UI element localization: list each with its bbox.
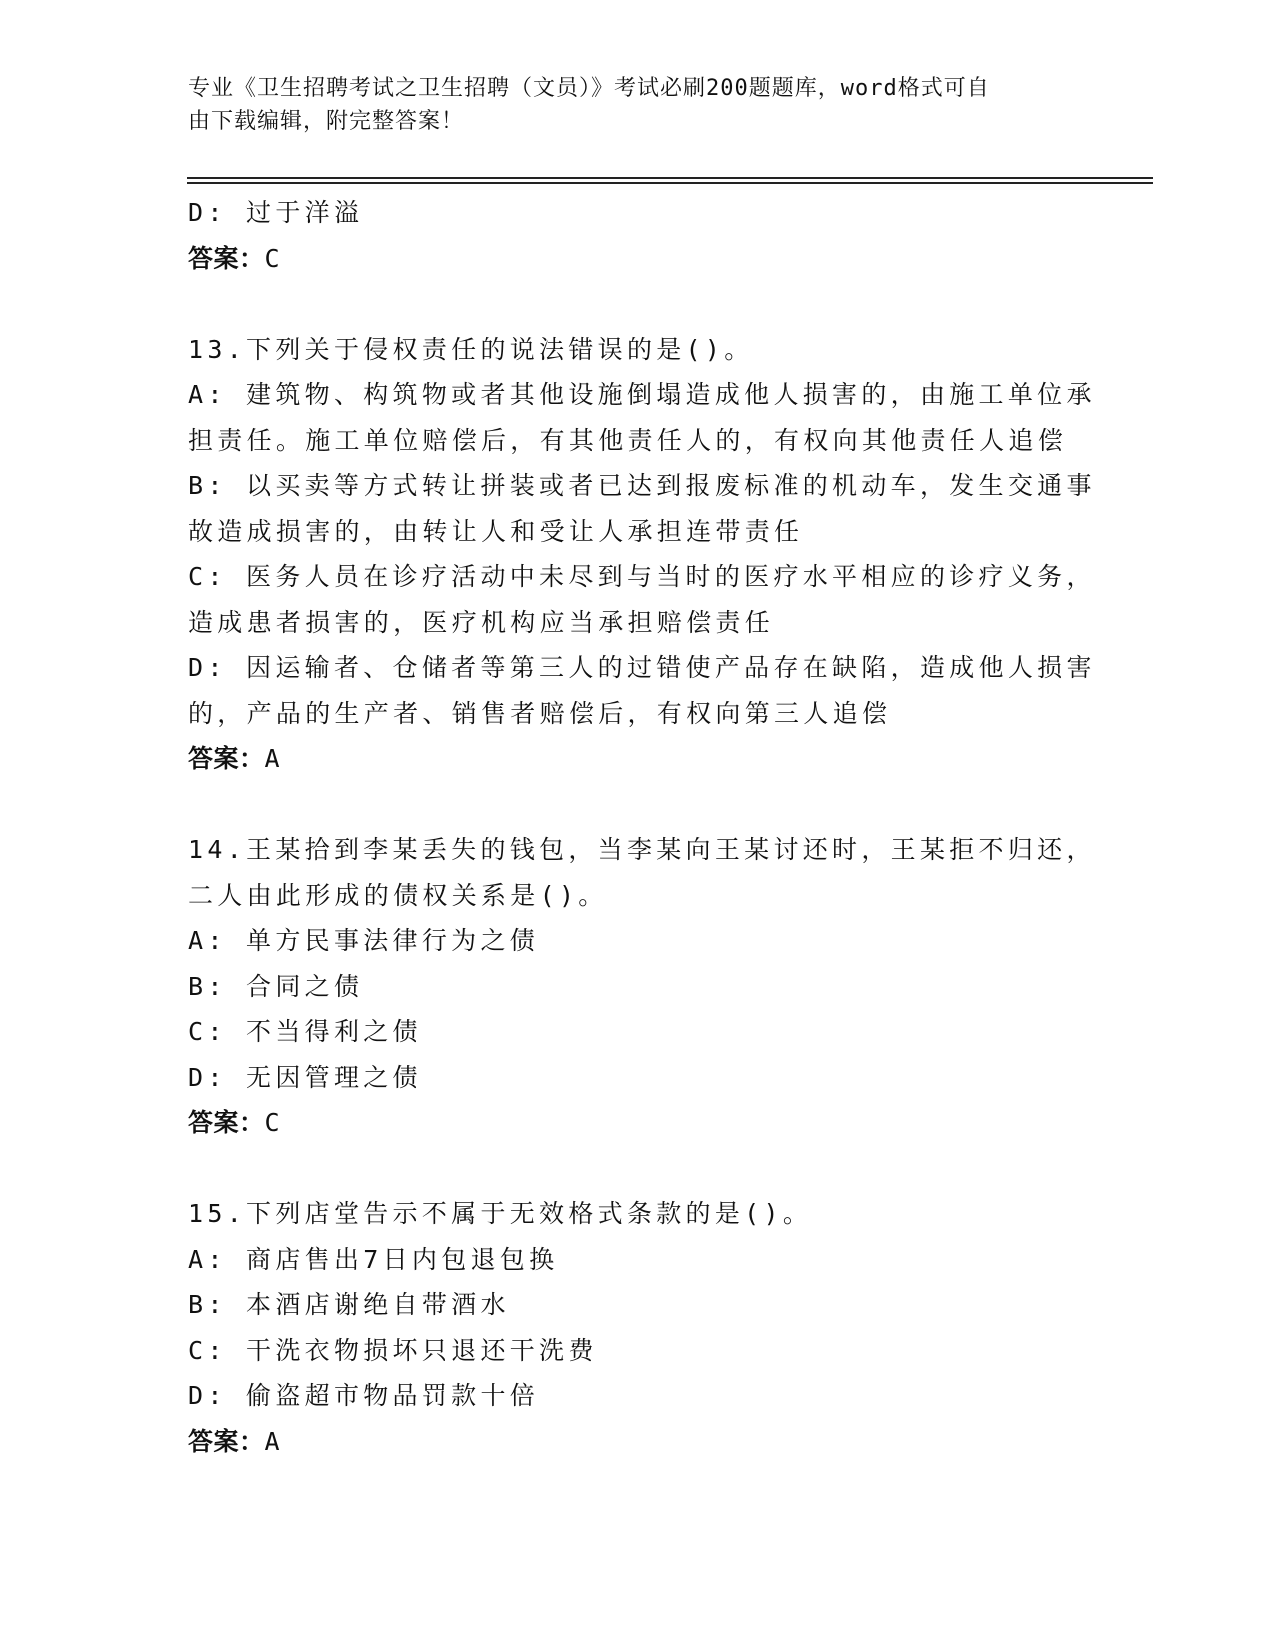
answer-line xyxy=(188,1100,1088,1146)
answer-line xyxy=(188,236,1088,282)
answer-value: C xyxy=(264,1108,281,1137)
option-a: A: 建筑物、构筑物或者其他设施倒塌造成他人损害的，由施工单位承 xyxy=(188,380,1096,409)
option-b: B: 本酒店谢绝自带酒水 xyxy=(188,1290,510,1319)
header-divider-top xyxy=(187,177,1153,179)
option-d-continued: 的，产品的生产者、销售者赔偿后，有权向第三人追偿 xyxy=(188,698,892,728)
question-stem: 14.王某拾到李某丢失的钱包，当李某向王某讨还时，王某拒不归还， xyxy=(188,835,1096,864)
option-a: A: 单方民事法律行为之债 xyxy=(188,926,540,955)
answer-value: A xyxy=(264,1426,281,1456)
answer-label: 答案： xyxy=(188,243,265,273)
option-c-continued: 造成患者损害的，医疗机构应当承担赔偿责任 xyxy=(188,607,775,637)
answer-value: C xyxy=(264,243,281,273)
question-block-13 xyxy=(188,327,1096,782)
answer-label: 答案： xyxy=(188,1426,265,1456)
question-block-15 xyxy=(188,1191,1088,1464)
option-c: C: 不当得利之债 xyxy=(188,1017,422,1046)
document-header xyxy=(188,72,1078,138)
question-stem: 13.下列关于侵权责任的说法错误的是()。 xyxy=(188,334,754,364)
option-a-continued: 担责任。施工单位赔偿后，有其他责任人的，有权向其他责任人追偿 xyxy=(188,425,1068,455)
header-line-1: 专业《卫生招聘考试之卫生招聘（文员）》考试必刷200题题库，word格式可自 xyxy=(188,76,990,101)
option-d: D: 无因管理之债 xyxy=(188,1062,422,1092)
answer-label: 答案： xyxy=(188,744,265,773)
question-stem-continued: 二人由此形成的债权关系是()。 xyxy=(188,880,608,910)
option-d: D: 偷盗超市物品罚款十倍 xyxy=(188,1381,540,1410)
spacer xyxy=(188,281,1088,327)
answer-value: A xyxy=(264,744,281,773)
document-body xyxy=(188,190,1096,1464)
question-stem: 15.下列店堂告示不属于无效格式条款的是()。 xyxy=(188,1199,813,1228)
option-c: C: 医务人员在诊疗活动中未尽到与当时的医疗水平相应的诊疗义务， xyxy=(188,562,1096,591)
option-b: B: 合同之债 xyxy=(188,971,364,1001)
spacer xyxy=(188,782,1088,828)
answer-line xyxy=(188,736,1088,782)
answer-label: 答案： xyxy=(188,1108,265,1137)
option-c: C: 干洗衣物损坏只退还干洗费 xyxy=(188,1335,598,1365)
option-b: B: 以买卖等方式转让拼装或者已达到报废标准的机动车，发生交通事 xyxy=(188,471,1096,500)
answer-line xyxy=(188,1419,1088,1465)
option-b-continued: 故造成损害的，由转让人和受让人承担连带责任 xyxy=(188,516,804,546)
option-d: D: 过于洋溢 xyxy=(188,198,364,227)
option-a: A: 商店售出7日内包退包换 xyxy=(188,1244,559,1274)
question-block-14 xyxy=(188,827,1096,1146)
header-line-2: 由下载编辑，附完整答案！ xyxy=(188,109,465,134)
header-divider-bottom xyxy=(187,182,1153,184)
option-d: D: 因运输者、仓储者等第三人的过错使产品存在缺陷，造成他人损害 xyxy=(188,653,1096,682)
spacer xyxy=(188,1146,1088,1192)
